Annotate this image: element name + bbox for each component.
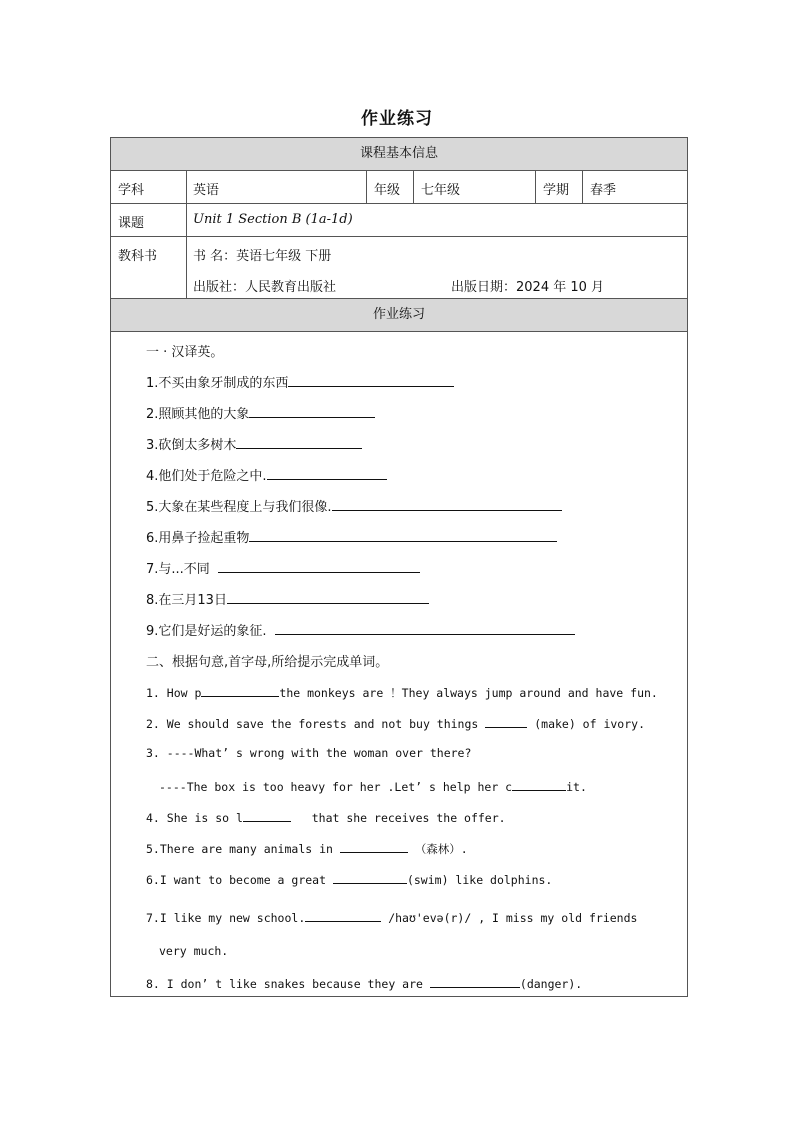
exercise-header: 作业练习 <box>111 298 687 332</box>
topic-label: 课题 <box>118 216 145 231</box>
list-item: 7.与...不同 <box>146 558 420 577</box>
list-item: 1.不买由象牙制成的东西 <box>146 372 454 391</box>
list-item: 2.照顾其他的大象 <box>146 403 375 422</box>
list-item: 8. I don’ t like snakes because they are (danger). <box>146 977 583 991</box>
answer-blank[interactable] <box>430 975 520 988</box>
list-item: 5.There are many animals in （森林）. <box>146 842 468 856</box>
answer-blank[interactable] <box>218 560 420 573</box>
answer-blank[interactable] <box>201 684 279 697</box>
list-item: 7.I like my new school. /haʊ'evə(r)/ , I miss my old friends <box>146 911 638 925</box>
textbook-publisher: 出版社：人民教育出版社 <box>193 280 337 295</box>
textbook-label: 教科书 <box>118 249 158 264</box>
textbook-pub-date: 出版日期：2024 年 10 月 <box>451 280 605 295</box>
subject-value: 英语 <box>193 183 220 198</box>
list-item: very much. <box>159 944 229 958</box>
answer-blank[interactable] <box>512 778 566 791</box>
answer-blank[interactable] <box>243 809 291 822</box>
answer-blank[interactable] <box>249 529 557 542</box>
answer-blank[interactable] <box>340 840 408 853</box>
info-header: 课程基本信息 <box>111 138 687 171</box>
list-item: 4.他们处于危险之中. <box>146 465 387 484</box>
list-item: 9.它们是好运的象征. <box>146 620 575 639</box>
list-item: ----The box is too heavy for her .Let’ s help her c it. <box>159 780 587 794</box>
homework-table <box>110 137 688 997</box>
answer-blank[interactable] <box>275 622 575 635</box>
list-item: 8.在三月13日 <box>146 589 429 608</box>
answer-blank[interactable] <box>333 871 407 884</box>
topic-value: Unit 1 Section B (1a-1d) <box>193 212 353 227</box>
list-item: 6.I want to become a great (swim) like dolphins. <box>146 873 553 887</box>
answer-blank[interactable] <box>485 715 527 728</box>
term-label: 学期 <box>543 183 570 198</box>
answer-blank[interactable] <box>249 405 375 418</box>
list-item: 3.砍倒太多树木 <box>146 434 362 453</box>
answer-blank[interactable] <box>332 498 562 511</box>
list-item: 2. We should save the forests and not buy things (make) of ivory. <box>146 717 645 731</box>
list-item: 6.用鼻子捡起重物 <box>146 527 557 546</box>
answer-blank[interactable] <box>227 591 429 604</box>
list-item: 3. ----What’ s wrong with the woman over there? <box>146 746 472 760</box>
answer-blank[interactable] <box>305 909 381 922</box>
grade-label: 年级 <box>374 183 401 198</box>
answer-blank[interactable] <box>236 436 362 449</box>
list-item: 4. She is so l that she receives the offer. <box>146 811 506 825</box>
subject-label: 学科 <box>118 183 145 198</box>
list-item: 1. How p the monkeys are ！They always jump around and have fun. <box>146 686 658 700</box>
list-item: 5.大象在某些程度上与我们很像. <box>146 496 562 515</box>
textbook-name: 书 名：英语七年级 下册 <box>193 249 332 264</box>
section2-title: 二、根据句意,首字母,所给提示完成单词。 <box>146 655 389 670</box>
term-value: 春季 <box>590 183 617 198</box>
answer-blank[interactable] <box>288 374 454 387</box>
answer-blank[interactable] <box>267 467 387 480</box>
grade-value: 七年级 <box>421 183 461 198</box>
section1-title: 一 · 汉译英。 <box>146 345 224 360</box>
page-title: 作业练习 <box>361 109 433 129</box>
